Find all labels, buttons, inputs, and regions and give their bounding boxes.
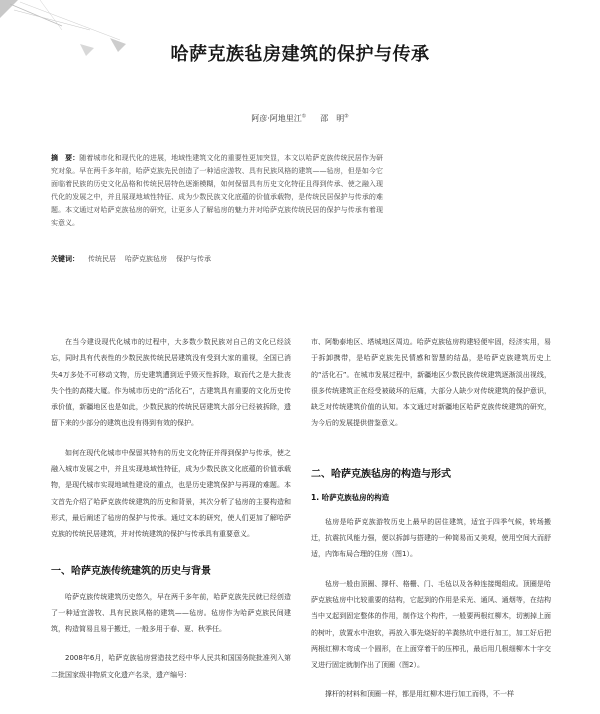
abstract-text: 随着城市化和现代化的进展，地域性建筑文化的重要性更加突显，本文以哈萨克族传统民居作为研究对象。早在两千多年前，哈萨克族先民创造了一种适应游牧、具有民族风格的建筑——毡房，但是如今它面临着民族的历史文化品格和传统民居特色逐渐模糊，如何保留具有历史文化特征且得到传承、使之融入现代化的发展之中，并且展现地域性特征、成为少数民族文化底蕴的价值承载物，是传统民居保护与传承的难题。本文通过对哈萨克族毡房的研究，让更多人了解毡房的魅力并对哈萨克族传统民居的保护与传承有着现实意义。 xyxy=(51,154,384,227)
abstract-label: 摘 要： xyxy=(51,154,80,162)
subsection-1-heading: 1. 哈萨克族毡房的构造 xyxy=(311,492,390,502)
authors-line xyxy=(0,113,600,124)
intro-paragraph-2: 如何在现代化城市中保留其特有的历史文化特征并得到保护与传承，使之融入城市发展之中，并且实现地域性特征，成为少数民族文化底蕴的价值承载物，是现代城市实现地域性建设的重点，也是历史建筑保护与再现的难题。本文首先介绍了哈萨克族传统建筑的历史和背景，其次分析了毡房的主要构造和形式，最后阐述了毡房的保护与传承。通过文本的研究，使人们更加了解哈萨克族的传统民居建筑，并对传统建筑的保护与传承具有重要意义。 xyxy=(51,448,291,539)
intro-paragraph-1: 在当今建设现代化城市的过程中，大多数少数民族对自己的文化已经淡忘，同时具有代表性的少数民族传统民居建筑没有受到大家的重视，全国已消失4万多处不可移动文物，历史建筑遭到近乎毁灭性拆除，取而代之是大批丧失个性的高楼大厦。作为城市历史的“活化石”，古建筑具有重要的文化历史传承价值，新疆地区也是如此，少数民族的传统民居建筑大部分已经被拆除，遗留下来的少部分的建筑也没有得到有效的保护。 xyxy=(51,338,291,428)
paper-title: 哈萨克族毡房建筑的保护与传承 xyxy=(170,44,430,65)
author-first: 阿彦·阿地里江 xyxy=(251,114,302,123)
right-column xyxy=(311,334,551,703)
subsection-1-paragraph-3: 撑杆的材料和顶圈一样，都是用红柳木进行加工而得，不一样 xyxy=(325,690,514,699)
subsection-1-paragraph-1: 毡房是哈萨克族游牧历史上最早的居住建筑，适宜于四季气候，转场搬迁，抗震抗风能力强，便以拆卸与搭建的一种简易而又美观，使用空间大而舒适，内饰布局合理的住房（图1）。 xyxy=(311,517,551,559)
author-first-footnote-mark: ① xyxy=(301,113,307,120)
keyword-item: 传统民居 xyxy=(88,255,116,263)
section-2-heading: 二、哈萨克族毡房的构造与形式 xyxy=(311,468,451,480)
abstract xyxy=(51,152,383,230)
continued-paragraph: 市、阿勒泰地区、塔城地区周边。哈萨克族毡房构建轻便牢固，经济实用，易于拆卸携带，是哈萨克族先民情感和智慧的结晶，是哈萨克族建筑历史上的“活化石”。在城市发展过程中，新疆地区少数民族传统建筑逐渐淡出视线，很多传统建筑正在经受被破坏的厄痛，大部分人缺少对传统建筑的保护意识，缺乏对传统建筑价值的认知。本文通过对新疆地区哈萨克族传统建筑的研究，为今后的发展提供借鉴意义。 xyxy=(311,338,551,428)
keywords xyxy=(51,254,211,264)
keywords-label: 关键词： xyxy=(51,255,79,263)
section-1-heading: 一、哈萨克族传统建筑的历史与背景 xyxy=(51,565,211,577)
subsection-1-paragraph-2: 毡房一般由顶圈、撑杆、格栅、门、毛毡以及各种连接绳组成。顶圈是哈萨克族毡房中比较重要的结构，它起到的作用是采光、通风、通烟等，在结构当中又起到固定整体的作用，制作这个构件，一般要两根红柳木，切割掉上面的树叶，放置水中泡软，再放入事先烧好的羊粪热坑中进行加工，加工好后把两根红柳木弯成一个圆形，在上面穿着干的压榨孔，最后用几根细柳木十字交叉进行固定就制作出了顶圈（图2）。 xyxy=(311,579,551,670)
section-1-paragraph-1: 哈萨克族传统建筑历史悠久，早在两千多年前，哈萨克族先民就已经创造了一种适宜游牧、具有民族风格的建筑——毡房。毡房作为哈萨克族民间建筑，构造简易且易于搬迁，一般多用于春、夏、秋季任。 xyxy=(51,592,291,634)
left-column xyxy=(51,334,291,683)
keyword-item: 保护与传承 xyxy=(176,255,211,263)
section-1-paragraph-2: 2008年6月，哈萨克族毡房营造技艺经中华人民共和国国务院批准列入第二批国家级非物质文化遗产名录，遗产编号： xyxy=(51,654,291,679)
author-second: 邵 明 xyxy=(320,114,345,123)
keyword-item: 哈萨克族毡房 xyxy=(125,255,167,263)
author-second-footnote-mark: ② xyxy=(344,113,349,120)
